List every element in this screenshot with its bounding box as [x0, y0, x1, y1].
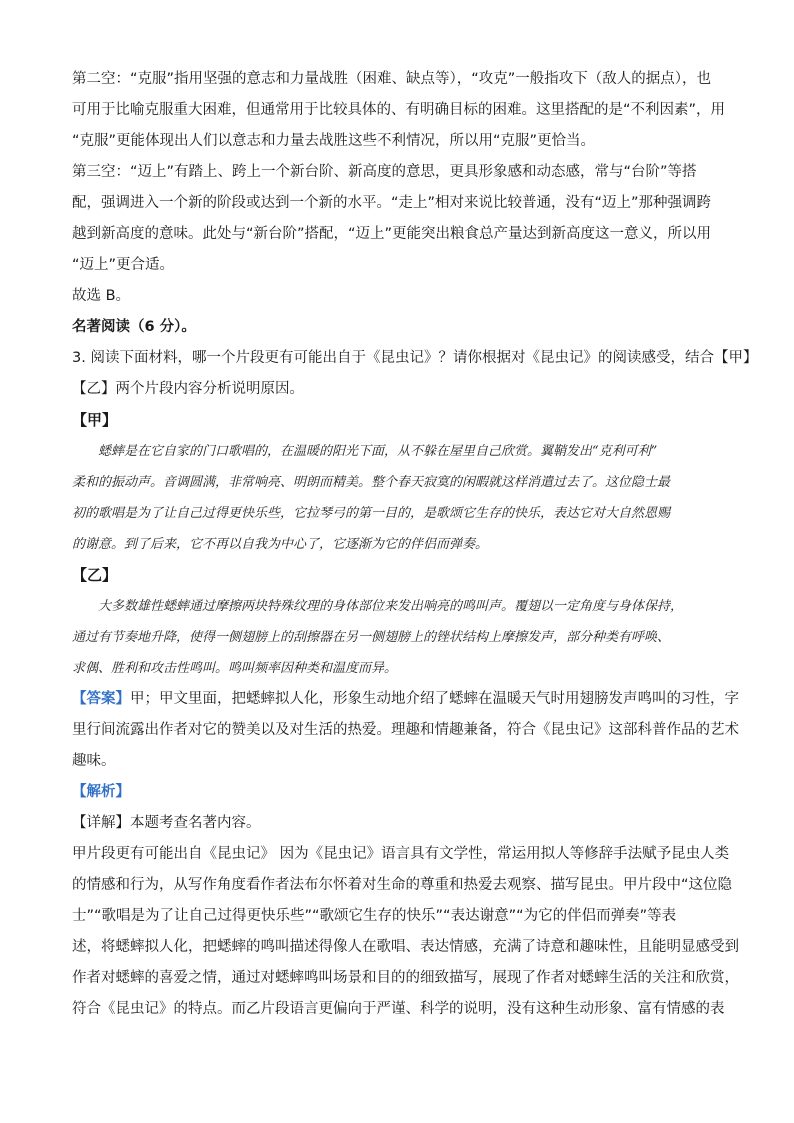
analysis-line: 作者对蟋蟀的喜爱之情，通过对蟋蟀鸣叫场景和目的的细致描写，展现了作者对蟋蟀生活的关注和欣赏， [72, 970, 739, 986]
answer-tag: 【答案】 [72, 691, 130, 707]
text-line: 故选 B。 [72, 288, 131, 304]
analysis-line: 述，将蟋蟀拟人化，把蟋蟀的鸣叫描述得像人在歌唱、表达情感，充满了诗意和趣味性，且能明显感受到 [72, 939, 739, 955]
text-line: 越到新高度的意味。此处与“新台阶”搭配，“迈上”更能突出粮食总产量达到新高度这一意义，所以用 [72, 226, 712, 242]
question-line: 【乙】两个片段内容分析说明原因。 [72, 381, 304, 397]
analysis-line: 甲片段更有可能出自《昆虫记》 因为《昆虫记》语言具有文学性，常运用拟人等修辞手法赋予昆虫人类 [72, 846, 730, 862]
answer-text: 甲；甲文里面，把蟋蟀拟人化，形象生动地介绍了蟋蟀在温暖天气时用翅膀发声鸣叫的习性，字 [130, 691, 739, 707]
answer-line [72, 684, 739, 715]
section-title: 名著阅读（6 分）。 [72, 319, 196, 335]
question-line: 3. 阅读下面材料，哪一个片段更有可能出自于《昆虫记》？请你根据对《昆虫记》的阅读感受，结合【甲】 [72, 350, 758, 366]
passage-jia-line: 柔和的振动声。音调圆满，非常响亮、明朗而精美。整个春天寂寞的闲暇就这样消遣过去了。这位隐士最 [72, 475, 671, 490]
text-line: 第三空：“迈上”有踏上、跨上一个新台阶、新高度的意思，更具形象感和动态感，常与“台阶”等搭 [72, 164, 697, 180]
passage-yi-line: 通过有节奏地升降，使得一侧翅膀上的刮擦器在另一侧翅膀上的锉状结构上摩擦发声，部分种类有呼唤、 [72, 630, 671, 645]
text-line: “克服”更能体现出人们以意志和力量去战胜这些不利情况，所以用“克服”更恰当。 [72, 133, 596, 149]
passage-yi-line: 求偶、胜利和攻击性鸣叫。鸣叫频率因种类和温度而异。 [72, 661, 398, 676]
passage-yi-line: 大多数雄性蟋蟀通过摩擦两块特殊纹理的身体部位来发出响亮的鸣叫声。覆翅以一定角度与身体保持， [98, 599, 684, 614]
text-line: 可用于比喻克服重大困难，但通常用于比较具体的、有明确目标的困难。这里搭配的是“不利因素”，用 [72, 102, 726, 118]
text-line: 配，强调进入一个新的阶段或达到一个新的水平。“走上”相对来说比较普通，没有“迈上”那种强调跨 [72, 195, 712, 211]
text-line: “迈上”更合适。 [72, 257, 175, 273]
passage-jia-label: 【甲】 [72, 411, 118, 429]
text-line: 第二空：“克服”指用坚强的意志和力量战胜（困难、缺点等），“攻克”一般指攻下（敌人的据点），也 [72, 71, 712, 87]
answer-line: 里行间流露出作者对它的赞美以及对生活的热爱。理趣和情趣兼备，符合《昆虫记》这部科普作品的艺术 [72, 722, 739, 738]
analysis-line: 符合《昆虫记》的特点。而乙片段语言更偏向于严谨、科学的说明，没有这种生动形象、富有情感的表 [72, 1001, 725, 1017]
passage-jia-line: 的谢意。到了后来，它不再以自我为中心了，它逐渐为它的伴侣而弹奏。 [72, 537, 489, 552]
document-page [72, 64, 758, 1025]
analysis-line: 士”“歌唱是为了让自己过得更快乐些”“歌颂它生存的快乐”“表达谢意”“为它的伴侣而弹奏”等表 [72, 908, 677, 924]
passage-yi-label: 【乙】 [72, 566, 118, 584]
analysis-line: 的情感和行为，从写作角度看作者法布尔怀着对生命的尊重和热爱去观察、描写昆虫。甲片段中“这位隐 [72, 877, 733, 893]
analysis-tag: 【解析】 [72, 784, 130, 800]
passage-jia-line: 初的歌唱是为了让自己过得更快乐些，它拉琴弓的第一目的，是歌颂它生存的快乐，表达它对大自然恩赐 [72, 506, 671, 521]
analysis-line: 【详解】本题考查名著内容。 [72, 815, 261, 831]
passage-jia-line: 蟋蟀是在它自家的门口歌唱的，在温暖的阳光下面，从不躲在屋里自己欣赏。翼鞘发出“克利可利” [98, 444, 658, 459]
answer-line: 趣味。 [72, 753, 116, 769]
